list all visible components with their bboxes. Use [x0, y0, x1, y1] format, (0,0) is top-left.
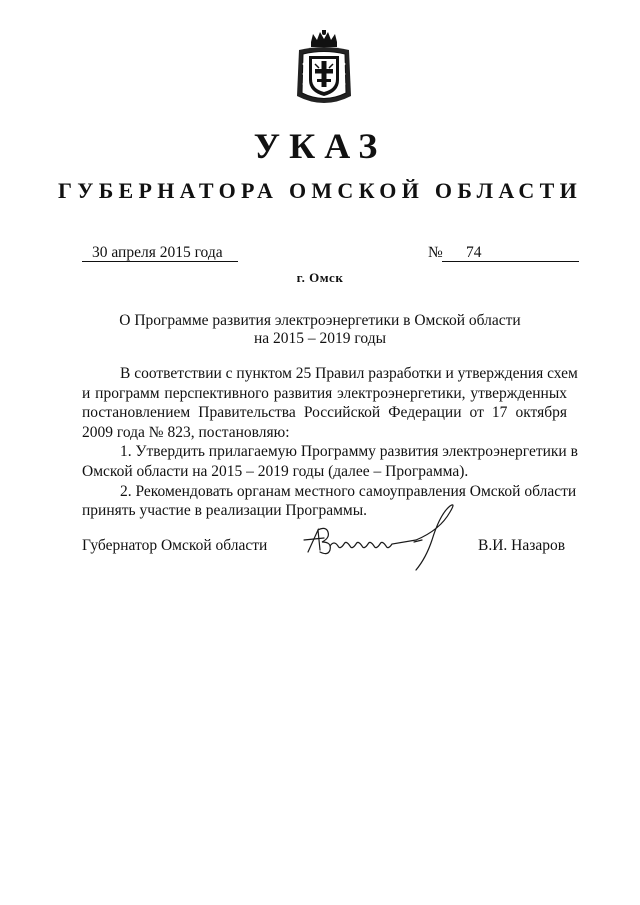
- city-label: г. Омск: [296, 270, 344, 285]
- decree-date: 30 апреля 2015 года: [92, 244, 223, 261]
- document-subtitle: ГУБЕРНАТОРА ОМСКОЙ ОБЛАСТИ: [57, 178, 583, 203]
- handwritten-signature-icon: [300, 500, 470, 578]
- body-line: постановлением Правительства Российской Федерации от 17 октября: [82, 404, 567, 422]
- subject-line-2: на 2015 – 2019 годы: [254, 330, 386, 347]
- omsk-coat-of-arms-icon: [293, 30, 355, 108]
- number-sign: №: [428, 244, 443, 261]
- body-line: 2009 года № 823, постановляю:: [82, 423, 290, 441]
- document-title: УКАЗ: [253, 126, 387, 166]
- subject-line-1: О Программе развития электроэнергетики в Омской области: [119, 312, 521, 329]
- decree-number: 74: [466, 244, 482, 261]
- decree-body: [82, 364, 578, 521]
- body-line: Омской области на 2015 – 2019 годы (далее – Программа).: [82, 462, 469, 480]
- signatory-position: Губернатор Омской области: [82, 537, 268, 554]
- body-line: 2. Рекомендовать органам местного самоуправления Омской области: [120, 482, 577, 500]
- body-line: и программ перспективного развития электроэнергетики, утвержденных: [82, 384, 567, 402]
- body-line: В соответствии с пунктом 25 Правил разработки и утверждения схем: [120, 365, 578, 382]
- number-underline: [442, 261, 579, 262]
- body-line: 1. Утвердить прилагаемую Программу развития электроэнергетики в: [120, 443, 578, 461]
- signatory-name: В.И. Назаров: [478, 537, 566, 554]
- body-line: принять участие в реализации Программы.: [82, 502, 368, 520]
